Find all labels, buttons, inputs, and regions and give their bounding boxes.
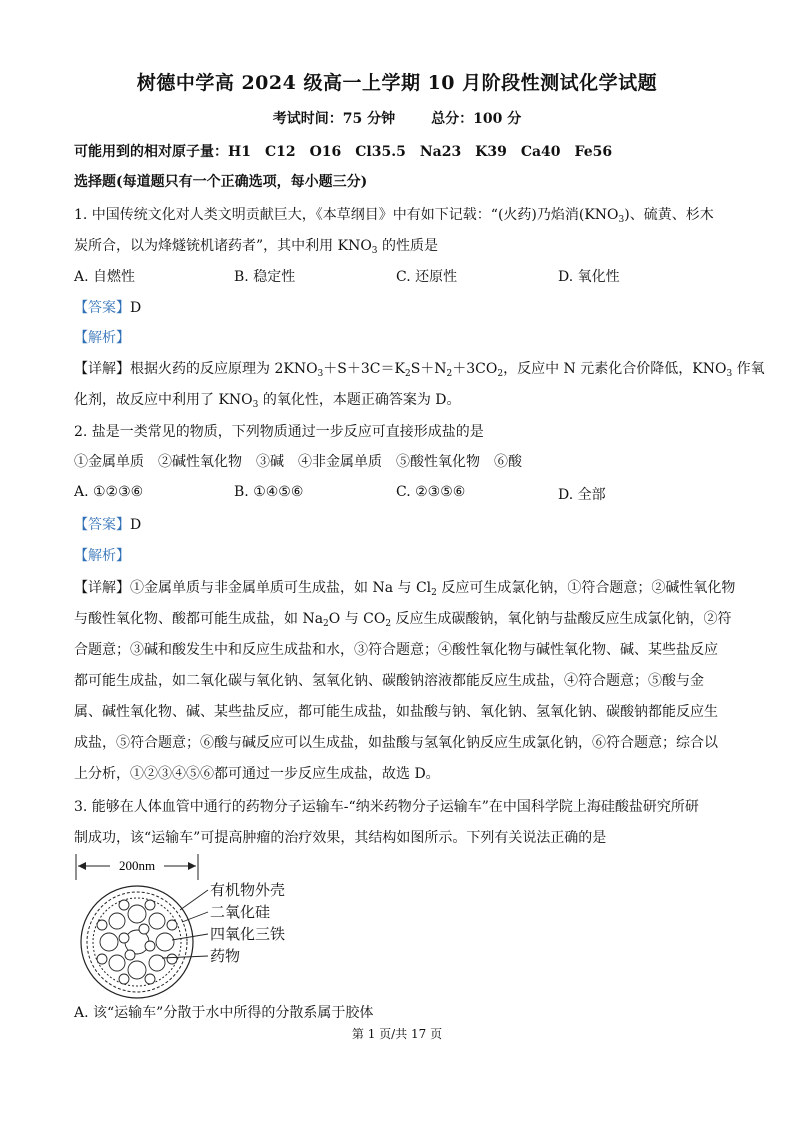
q2-items: ①金属单质 ②碱性氧化物 ③碱 ④非金属单质 ⑤酸性氧化物 ⑥酸 xyxy=(74,454,522,470)
scale-label: 200nm xyxy=(118,858,156,873)
exam-meta xyxy=(0,108,794,128)
q3-option-a: A. 该“运输车”分散于水中所得的分散系属于胶体 xyxy=(74,1005,374,1021)
scale-arrow-left xyxy=(78,862,86,870)
q3-stem-line2: 制成功，该“运输车”可提高肿瘤的治疗效果，其结构如图所示。下列有关说法正确的是 xyxy=(74,830,607,846)
q2-analysis-tag: 【解析】 xyxy=(74,548,130,564)
q2-detail-line1: 【详解】①金属单质与非金属单质可生成盐，如 Na 与 $Cl_2$ 反应可生成氯化钠，①符合题意；②碱性氧化物 xyxy=(74,580,736,598)
answer-tag: 【答案】 xyxy=(74,300,130,316)
q2-detail-line5: 属、碱性氧化物、碱、某些盐反应，都可能生成盐，如盐酸与钠、氧化钠、氢氧化钠、碳酸钠都能反应生 xyxy=(74,704,718,720)
q2-option-a: A. ①②③⑥ xyxy=(74,484,144,500)
q2-option-c: C. ②③⑤⑥ xyxy=(396,484,466,500)
nanocarrier-structure-figure xyxy=(72,850,312,1000)
q1-detail-line2: 化剂，故反应中利用了 $KNO_3$ 的氧化性，本题正确答案为 D。 xyxy=(74,392,461,410)
atomic-masses: 可能用到的相对原子量：H1 C12 O16 Cl35.5 Na23 K39 Ca40 Fe56 xyxy=(74,144,613,160)
drug-spheres xyxy=(97,900,177,984)
q2-option-b: B. ①④⑤⑥ xyxy=(234,484,304,500)
q2-detail-line4: 都可能生成盐，如二氧化碳与氧化钠、氢氧化钠、碳酸钠溶液都能反应生成盐，④符合题意；⑤酸与金 xyxy=(74,673,704,689)
q2-answer: 【答案】D xyxy=(74,517,142,533)
exam-time: 考试时间：75 分钟 xyxy=(272,111,396,127)
label-drug: 药物 xyxy=(210,949,241,965)
exam-score: 总分：100 分 xyxy=(431,111,522,127)
q1-option-c: C. 还原性 xyxy=(396,269,458,285)
answer-tag: 【答案】 xyxy=(74,517,130,533)
q2-option-d: D. 全部 xyxy=(558,487,606,503)
q2-detail-line7: 上分析，①②③④⑤⑥都可通过一步反应生成盐，故选 D。 xyxy=(74,766,440,782)
q2-detail-line3: 合题意；③碱和酸发生中和反应生成盐和水，③符合题意；④酸性氧化物与碱性氧化物、碱、某些盐反应 xyxy=(74,642,718,658)
q1-stem-line2: 炭所合，以为烽燧铳机诸药者”，其中利用 $KNO_3$ 的性质是 xyxy=(74,238,438,256)
q1-analysis-tag: 【解析】 xyxy=(74,330,130,346)
q2-detail-line2: 与酸性氧化物、酸都可能生成盐，如 $Na_2O$ 与 $CO_2$ 反应生成碳酸钠，氧化钠与盐酸反应生成氯化钠，②符 xyxy=(74,611,732,629)
section-title: 选择题(每道题只有一个正确选项，每小题三分) xyxy=(74,174,368,190)
q1-option-d: D. 氧化性 xyxy=(558,269,620,285)
q1-answer: 【答案】D xyxy=(74,300,142,316)
label-silica: 二氧化硅 xyxy=(210,905,271,921)
q2-detail-line6: 成盐，⑤符合题意；⑥酸与碱反应可以生成盐，如盐酸与氢氧化钠反应生成氯化钠，⑥符合题意；综合以 xyxy=(74,735,718,751)
q2-stem: 2. 盐是一类常见的物质，下列物质通过一步反应可直接形成盐的是 xyxy=(74,424,484,440)
label-organic-shell: 有机物外壳 xyxy=(210,883,286,899)
q1-option-a: A. 自燃性 xyxy=(74,269,136,285)
q1-stem-line1: 1. 中国传统文化对人类文明贡献巨大，《本草纲目》中有如下记载：“(火药)乃焰消$(KNO_3)$、硫黄、杉木 xyxy=(74,207,714,225)
q1-detail-line1: 【详解】根据火药的反应原理为 $2KNO_3+S+3C=K_2S+N_2+3CO_2$，反应中 N 元素化合价降低，$KNO_3$ 作氧 xyxy=(74,361,765,379)
page-footer: 第 1 页/共 17 页 xyxy=(351,1027,443,1041)
q1-option-b: B. 稳定性 xyxy=(234,269,296,285)
q3-stem-line1: 3. 能够在人体血管中通行的药物分子运输车-“纳米药物分子运输车”在中国科学院上海硅酸盐研究所研 xyxy=(74,799,699,815)
label-iron-oxide: 四氧化三铁 xyxy=(210,927,286,943)
scale-arrow-right xyxy=(188,862,196,870)
exam-title: 树德中学高 2024 级高一上学期 10 月阶段性测试化学试题 xyxy=(136,72,658,94)
